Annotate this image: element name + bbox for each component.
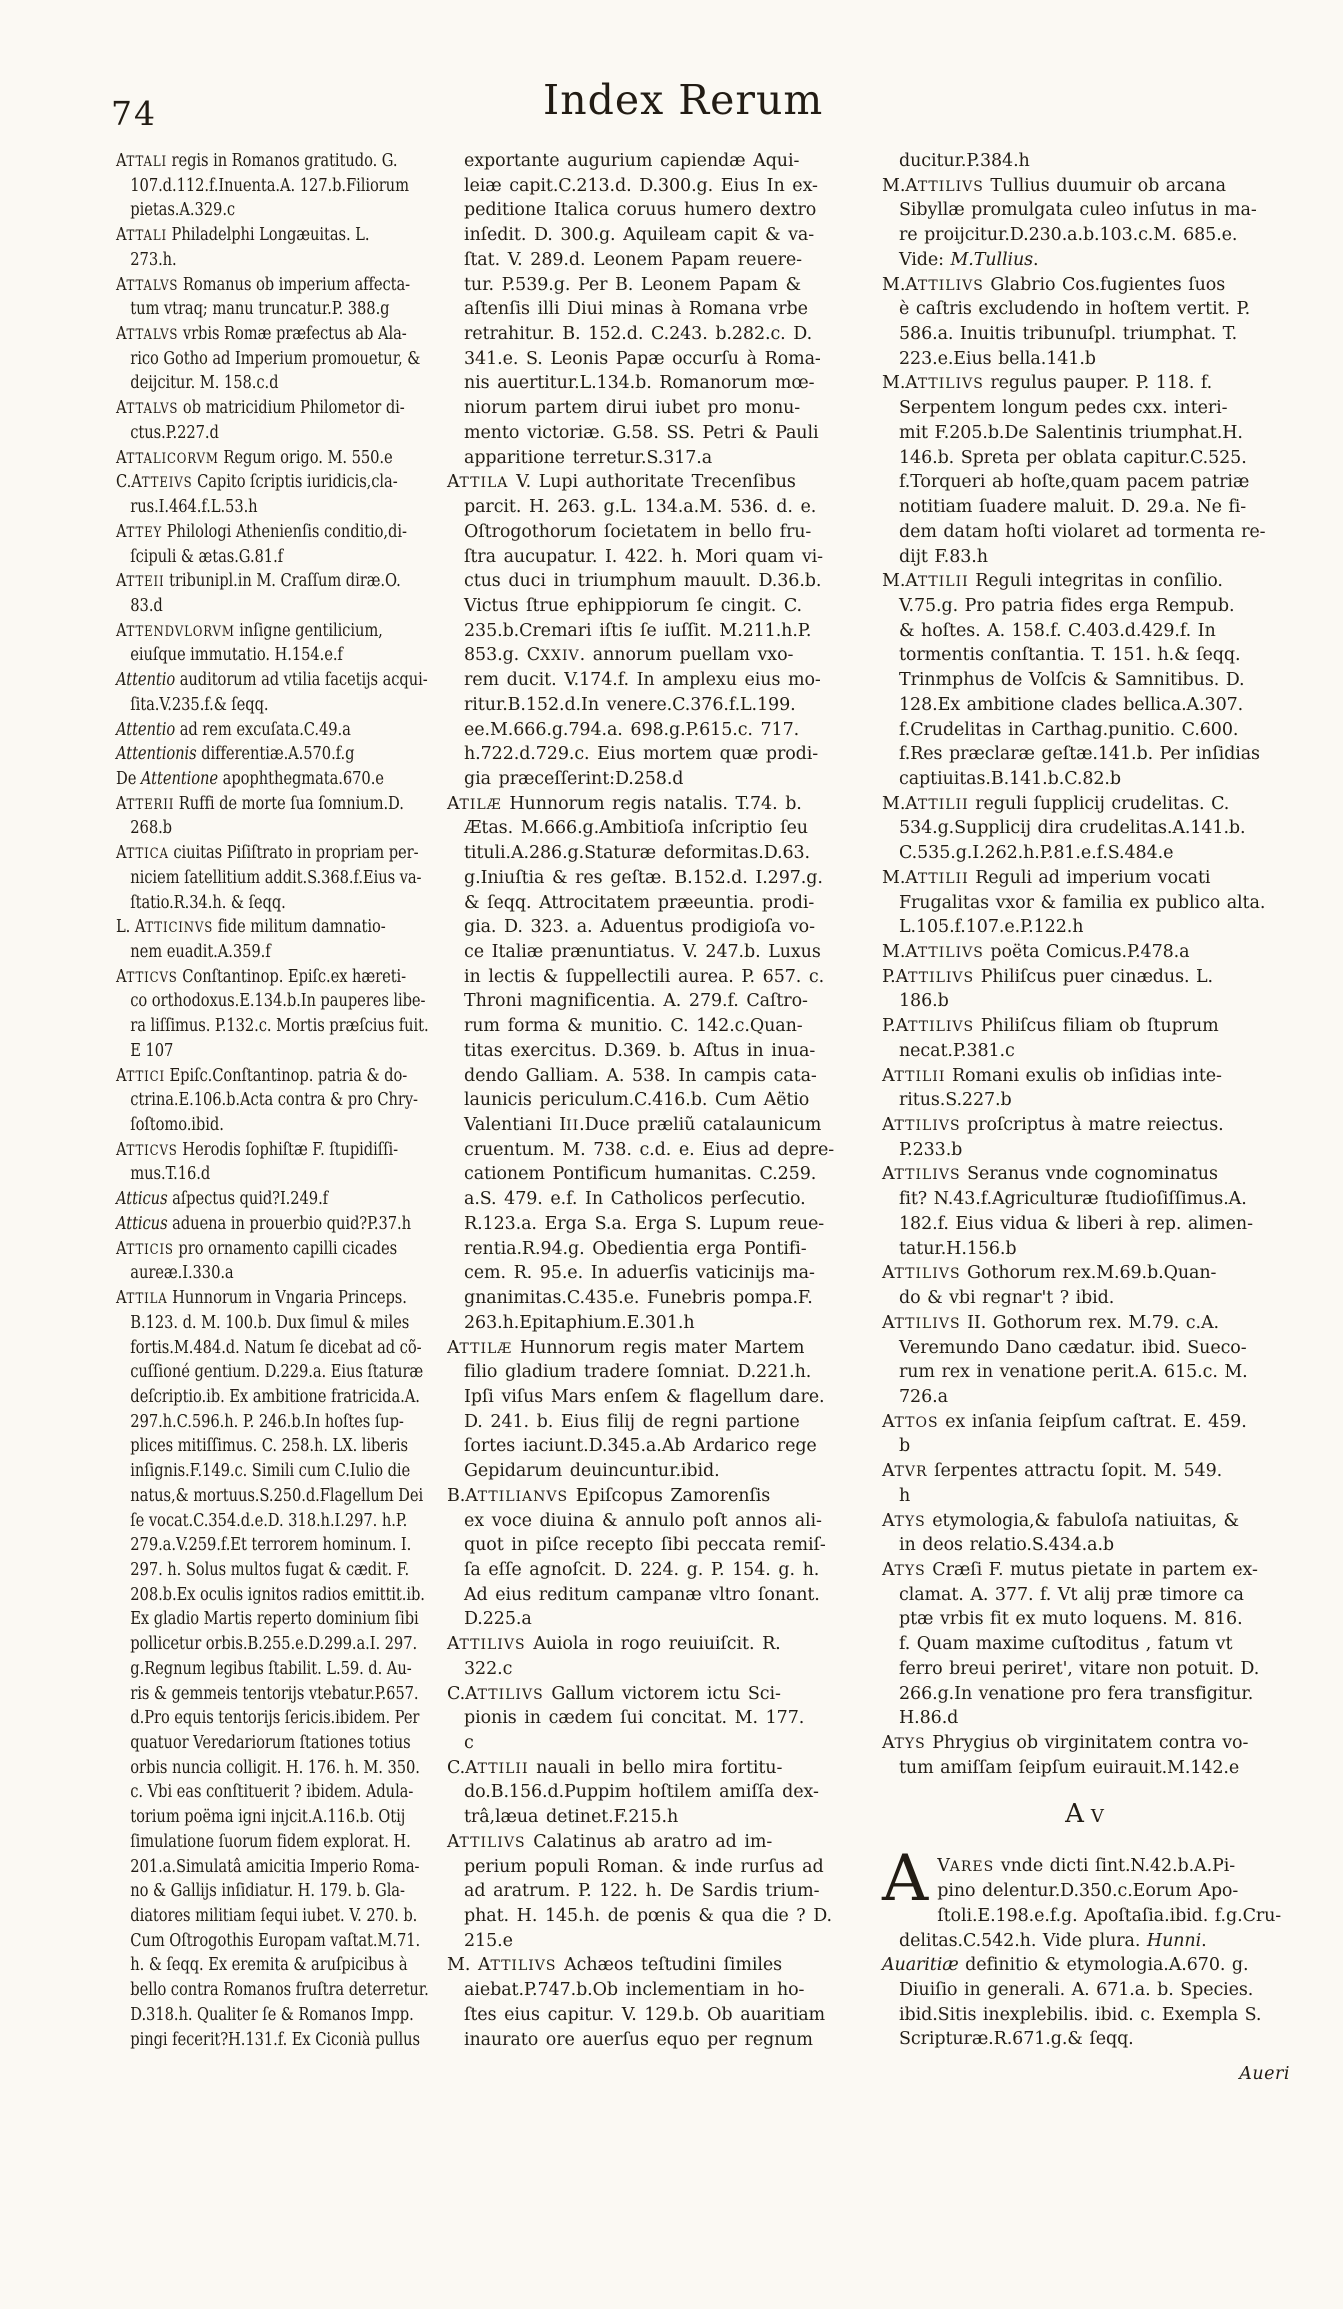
index-column-3 [882, 149, 1294, 2084]
index-entry-line: ATTEY Philologi Athenienſis conditio,di- [116, 521, 407, 542]
index-continuation-line: c [464, 1733, 474, 1753]
small-caps-headword: TTALICORVM [126, 450, 219, 467]
index-continuation-line: exportante augurium capiendæ Aqui- [464, 151, 800, 171]
index-continuation-line: tur. P.539.g. Per B. Leonem Papam & [464, 274, 802, 295]
index-continuation-line: B.123. d. M. 100.b. Dux ſimul & miles [130, 1312, 410, 1333]
catchword: Aueri [1239, 2064, 1290, 2085]
index-continuation-line: ferro breui periret', vitare non potuit. D. [899, 1658, 1260, 1679]
small-caps-headword: TTICA [126, 846, 169, 863]
index-continuation-line: Frugalitas vxor & familia ex publico alta. [899, 892, 1266, 913]
index-continuation-line: 263.h.Epitaphium.E.301.h [464, 1312, 695, 1333]
index-continuation-line: ſe vocat.C.354.d.e.D. 318.h.I.297. h.P. [130, 1510, 408, 1531]
index-entry-line: L. ATTICINVS fide militum damnatio- [116, 917, 386, 938]
small-caps-headword: TTILII [917, 870, 969, 887]
index-continuation-line: Veremundo Dano cædatur. ibid. Sueco- [899, 1337, 1247, 1358]
index-continuation-line: h [899, 1485, 911, 1506]
index-continuation-line: retrahitur. B. 152.d. C.243. b.282.c. D. [464, 324, 813, 345]
index-entry-line: ATTALICORVM Regum origo. M. 550.e [116, 447, 393, 468]
index-continuation-line: Oſtrogothorum ſocietatem in bello fru- [464, 521, 812, 542]
index-continuation-line: 273.h. [130, 249, 177, 270]
index-continuation-line: Victus ſtrue ephippiorum ſe cingit. C. [464, 595, 802, 616]
index-continuation-line: 146.b. Spreta per oblata capitur.C.525. [899, 447, 1247, 468]
index-continuation-line: phat. H. 145.h. de pœnis & qua die ? D. [464, 1906, 832, 1927]
index-continuation-line: ſtoli.E.198.e.f.g. Apoſtaſia.ibid. f.g.Cru- [937, 1905, 1282, 1926]
index-continuation-line: 268.b [130, 818, 173, 839]
small-caps-headword: TTILA [459, 475, 509, 492]
index-column-2 [447, 149, 877, 2052]
index-continuation-line: R.123.a. Erga S.a. Erga S. Lupum reue- [464, 1213, 825, 1234]
index-continuation-line: rum forma & munitio. C. 142.c.Quan- [464, 1016, 803, 1037]
index-continuation-line: notitiam ſuadere maluit. D. 29.a. Ne fi- [899, 497, 1247, 518]
index-continuation-line: fortis.M.484.d. Natum ſe dicebat ad cõ- [130, 1337, 422, 1358]
index-entry-line: VARES vnde dicti ſint.N.42.b.A.Pi- [937, 1856, 1236, 1877]
index-continuation-line: eiuſque immutatio. H.154.e.f [130, 645, 343, 666]
index-continuation-line: & hoſtes. A. 158.f. C.403.d.429.f. In [899, 620, 1216, 641]
index-continuation-line: deijcitur. M. 158.c.d [130, 373, 279, 394]
index-continuation-line: dem datam hoſti violaret ad tormenta re- [899, 521, 1266, 542]
index-entry-line: ATTALI Philadelphi Longæuitas. L. [116, 225, 370, 246]
index-entry-line: ATTERII Ruffi de morte ſua ſomnium.D. [116, 793, 404, 814]
index-continuation-line: L.105.f.107.e.P.122.h [899, 917, 1084, 938]
index-continuation-line: aiebat.P.747.b.Ob inclementiam in ho- [464, 1980, 805, 2001]
index-entry-line: M.ATTILII Reguli integritas in conſilio. [882, 571, 1223, 592]
index-continuation-line: 853.g. CXXIV. annorum puellam vxo- [464, 645, 794, 666]
small-caps-headword: TTILIVS [917, 945, 984, 961]
index-continuation-line: deſcriptio.ib. Ex ambitione fratricida.A. [130, 1386, 420, 1407]
small-caps-headword: TILÆ [459, 796, 502, 813]
index-continuation-line: diatores militiam ſequi iubet. V. 270. b. [130, 1906, 418, 1927]
index-continuation-line: Vide: M.Tullius. [899, 249, 1039, 270]
index-continuation-line: D.318.h. Qualiter ſe & Romanos Impp. [130, 2004, 414, 2025]
index-continuation-line: 83.d [130, 595, 163, 616]
small-caps-headword: TYS [894, 1562, 926, 1579]
index-continuation-line: g.Regnum legibus ſtabilit. L.59. d. Au- [130, 1658, 412, 1679]
index-continuation-line: rico Gotho ad Imperium promouetur, & [130, 348, 421, 369]
index-entry-line: C.ATTILII nauali in bello mira fortitu- [447, 1757, 783, 1778]
index-continuation-line: 726.a [899, 1386, 948, 1407]
small-caps-headword: TTICVS [126, 1142, 178, 1159]
index-continuation-line: gnanimitas.C.435.e. Funebris pompa.F. [464, 1288, 813, 1309]
index-entry-line: ATTILII Romani exulis ob inſidias inte- [882, 1065, 1222, 1086]
index-continuation-line: H.86.d [899, 1708, 959, 1729]
index-entry-line: P.ATTILIVS Philiſcus filiam ob ſtuprum [882, 1016, 1219, 1037]
index-continuation-line: cuſſioné gentium. D.229.a. Eius ſtaturæ [130, 1362, 424, 1383]
index-continuation-line: 322.c [464, 1658, 513, 1679]
index-continuation-line: perium populi Roman. & inde rurſus ad [464, 1856, 824, 1877]
index-entry-line: ATTALVS vrbis Romæ præfectus ab Ala- [116, 324, 407, 345]
small-caps-headword: TTEY [126, 524, 163, 541]
index-entry-line: ATTILIVS Seranus vnde cognominatus [882, 1164, 1218, 1185]
index-continuation-line: captiuitas.B.141.b.C.82.b [899, 768, 1121, 789]
index-continuation-line: Ipſi viſus Mars enſem & flagellum dare. [464, 1386, 825, 1407]
index-continuation-line: ctus.P.227.d [130, 422, 219, 443]
index-continuation-line: gia præceſſerint:D.258.d [464, 768, 684, 789]
index-continuation-line: ctus duci in triumphum mauult. D.36.b. [464, 571, 822, 592]
index-continuation-line: f. Quam maxime cuſtoditus , fatum vt [899, 1634, 1233, 1655]
index-continuation-line: rem ducit. V.174.f. In amplexu eius mo- [464, 670, 821, 691]
section-heading: Av [1065, 1799, 1111, 1830]
index-continuation-line: Ad eius reditum campanæ vltro ſonant. [464, 1584, 820, 1605]
index-continuation-line: ee.M.666.g.794.a. 698.g.P.615.c. 717. [464, 719, 800, 740]
small-caps-headword: TTILIVS [477, 1686, 544, 1703]
index-entry-line: ATILÆ Hunnorum regis natalis. T.74. b. [447, 793, 802, 814]
index-continuation-line: ſtatio.R.34.h. & ſeqq. [130, 892, 286, 913]
index-continuation-line: natus,& mortuus.S.250.d.Flagellum Dei [130, 1485, 424, 1506]
index-entry-line: ATTILIVS Gothorum rex.M.69.b.Quan- [882, 1263, 1217, 1284]
small-caps-headword: TTALVS [126, 401, 179, 418]
index-entry-line: ATTILIVS proſcriptus à matre reiectus. [882, 1115, 1224, 1136]
drop-cap-letter: A [882, 1842, 929, 1917]
index-continuation-line: f.Res præclaræ geſtæ.141.b. Per inſidias [899, 744, 1260, 765]
index-continuation-line: co orthodoxus.E.134.b.In pauperes libe- [130, 991, 426, 1012]
index-continuation-line: ex voce diuina & annulo poſt annos ali- [464, 1510, 822, 1531]
small-caps-headword: TTILIVS [894, 1118, 961, 1135]
index-continuation-line: Serpentem longum pedes cxx. interi- [899, 398, 1228, 419]
index-entry-line: Attentio auditorum ad vtilia facetijs acqui- [116, 670, 428, 691]
small-caps-headword: TTILIVS [917, 178, 984, 195]
small-caps-headword: TTILIVS [490, 1958, 557, 1975]
index-continuation-line: ſoſtomo.ibid. [130, 1115, 224, 1136]
index-continuation-line: 297. h. Solus multos fugat & cædit. F. [130, 1559, 410, 1580]
small-caps-headword: TTILII [477, 1760, 529, 1777]
index-continuation-line: 201.a.Simulatâ amicitia Imperio Roma- [130, 1856, 420, 1877]
small-caps-headword: TTILIVS [908, 969, 975, 986]
index-continuation-line: inſignis.F.149.c. Simili cum C.Iulio die [130, 1461, 411, 1482]
index-continuation-line: torium poëma igni injcit.A.116.b. Otij [130, 1807, 406, 1828]
index-continuation-line: titas exercitus. D.369. b. Aſtus in inua- [464, 1040, 816, 1061]
page-number: 74 [111, 94, 157, 133]
index-continuation-line: pingi fecerit?H.131.f. Ex Ciconià pullus [130, 2029, 420, 2050]
index-continuation-line: bello contra Romanos fruſtra deterretur. [130, 1980, 429, 2001]
index-continuation-line: D. 241. b. Eius filij de regni partione [464, 1411, 800, 1432]
index-continuation-line: 534.g.Supplicij dira crudelitas.A.141.b. [899, 818, 1246, 839]
small-caps-headword: TTILIVS [917, 277, 984, 294]
index-continuation-line: Gepidarum deuincuntur.ibid. [464, 1461, 720, 1482]
index-continuation-line: mit F.205.b.De Salentinis triumphat.H. [899, 422, 1243, 443]
small-caps-headword: TTILIVS [917, 376, 984, 393]
index-entry-line: M.ATTILII reguli ſupplicij crudelitas. C. [882, 793, 1230, 814]
index-continuation-line: plices mitiſſimus. C. 258.h. LX. liberis [130, 1436, 408, 1457]
index-continuation-line: orbis nuncia colligit. H. 176. h. M. 350. [130, 1757, 420, 1778]
index-continuation-line: ptæ vrbis fit ex muto loquens. M. 816. [899, 1609, 1243, 1630]
index-continuation-line: tum vtraq; manu truncatur.P. 388.g [130, 299, 390, 320]
index-entry-line: ATTICVS Conſtantinop. Epiſc.ex hæreti- [116, 966, 407, 987]
index-continuation-line: peditione Italica coruus humero dextro [464, 200, 817, 221]
index-continuation-line: Ætas. M.666.g.Ambitioſa inſcriptio ſeu [464, 818, 808, 839]
small-caps-headword: TTICVS [126, 969, 178, 986]
index-continuation-line: ducitur.P.384.h [899, 151, 1030, 171]
small-caps-headword: TTILIVS [894, 1315, 961, 1332]
small-caps-headword: TTICIS [126, 1241, 174, 1258]
small-caps-headword: TTILIVS [894, 1167, 961, 1184]
index-continuation-line: a.S. 479. e.f. In Catholicos perſecutio. [464, 1189, 806, 1210]
index-continuation-line: ſcipuli & ætas.G.81.f [130, 546, 284, 567]
index-continuation-line: ſtra aucupatur. I. 422. h. Mori quam vi- [464, 546, 823, 567]
index-entry-line: ATTALVS Romanus ob imperium affecta- [116, 274, 411, 295]
index-entry-line: ATTILIVS Calatinus ab aratro ad im- [447, 1831, 773, 1852]
small-caps-headword: TTALI [126, 154, 167, 170]
index-continuation-line: è caſtris excludendo in hoſtem vertit. P. [899, 299, 1251, 320]
index-continuation-line: D.225.a [464, 1609, 532, 1630]
small-caps-headword: TTILII [894, 1068, 946, 1085]
index-continuation-line: 223.e.Eius bella.141.b [899, 348, 1096, 369]
index-entry-line: ATVR ſerpentes attractu ſopit. M. 549. [882, 1461, 1223, 1482]
index-entry-line: ATTENDVLORVM inſigne gentilicium, [116, 620, 383, 641]
index-continuation-line: ſa eſſe agnoſcit. D. 224. g. P. 154. g. h. [464, 1559, 820, 1580]
index-continuation-line: cationem Pontificum humanitas. C.259. [464, 1164, 817, 1185]
index-continuation-line: mento victoriæ. G.58. SS. Petri & Pauli [464, 422, 819, 443]
index-continuation-line: 128.Ex ambitione clades bellica.A.307. [899, 694, 1244, 715]
small-caps-headword: TTILÆ [459, 1340, 513, 1357]
small-caps-headword: TTALVS [126, 277, 179, 294]
index-continuation-line: clamat. A. 377. f. Vt alij præ timore ca [899, 1584, 1244, 1605]
index-continuation-line: tum amiſſam ſeipſum euirauit.M.142.e [899, 1757, 1240, 1778]
index-continuation-line: 186.b [899, 991, 949, 1012]
index-continuation-line: tormentis conſtantia. T. 151. h.& ſeqq. [899, 645, 1241, 666]
small-caps-headword: TTALVS [126, 327, 179, 344]
index-continuation-line: dendo Galliam. A. 538. In campis cata- [464, 1065, 817, 1086]
index-entry-line: ATTALVS ob matricidium Philometor di- [116, 398, 405, 419]
small-caps-headword: TYS [894, 1736, 926, 1752]
index-continuation-line: parcit. H. 263. g.L. 134.a.M. 536. d. e. [464, 497, 817, 518]
index-continuation-line: Valentiani III.Duce præliũ catalaunicum [464, 1115, 822, 1136]
index-continuation-line: 341.e. S. Leonis Papæ occurſu à Roma- [464, 348, 821, 369]
index-continuation-line: cruentum. M. 738. c.d. e. Eius ad depre- [464, 1139, 835, 1160]
index-continuation-line: c. Vbi eas conſtituerit ? ibidem. Adula- [130, 1782, 414, 1803]
index-continuation-line: 297.h.C.596.h. P. 246.b.In hoſtes ſup- [130, 1411, 404, 1432]
index-continuation-line: & ſeqq. Attrocitatem præeuntia. prodi- [464, 892, 815, 913]
index-continuation-line: aſtenſis illi Diui minas à Romana vrbe [464, 299, 808, 320]
index-entry-line: ATTILA V. Lupi authoritate Trecenſibus [447, 472, 796, 493]
index-continuation-line: do.B.156.d.Puppim hoſtilem amiſſa dex- [464, 1782, 819, 1803]
index-entry-line: M.ATTILIVS regulus pauper. P. 118. f. [882, 373, 1213, 394]
index-entry-line: ATYS Phrygius ob virginitatem contra vo- [882, 1733, 1249, 1753]
index-continuation-line: dijt F.83.h [899, 546, 988, 567]
index-entry-line: C.ATTEIVS Capito ſcriptis iuridicis,cla- [116, 472, 398, 493]
index-continuation-line: E 107 [130, 1040, 174, 1061]
index-continuation-line: rum rex in venatione perit.A. 615.c. M. [899, 1362, 1248, 1383]
index-entry-line: pino delentur.D.350.c.Eorum Apo- [937, 1881, 1239, 1902]
small-caps-headword: TTEII [126, 574, 165, 591]
index-continuation-line: Cum Oſtrogothis Europam vaſtat.M.71. [130, 1930, 421, 1951]
index-continuation-line: inaurato ore auerſus equo per regnum [464, 2029, 813, 2050]
index-continuation-line: C.535.g.I.262.h.P.81.e.f.S.484.e [899, 843, 1174, 864]
index-continuation-line: g.Iniuſtia & res geſtæ. B.152.d. I.297.g. [464, 867, 823, 888]
index-entry-line: ATTALI regis in Romanos gratitudo. G. [116, 151, 398, 171]
index-continuation-line: leiæ capit.C.213.d. D.300.g. Eius In ex- [464, 175, 818, 196]
index-entry-line: M.ATTILIVS Glabrio Cos.fugientes ſuos [882, 274, 1226, 295]
index-continuation-line: do & vbi regnar't ? ibid. [899, 1288, 1115, 1309]
small-caps-headword: TTICINVS [145, 920, 214, 937]
index-continuation-line: ſimulatione ſuorum fidem explorat. H. [130, 1831, 411, 1852]
index-continuation-line: f.Torqueri ab hoſte,quam pacem patriæ [899, 472, 1250, 493]
index-continuation-line: f.Crudelitas in Carthag.punitio. C.600. [899, 719, 1239, 740]
index-entry-line: Auaritiæ definitio & etymologia.A.670. g. [882, 1955, 1249, 1976]
index-entry-line: C.ATTILIVS Gallum victorem ictu Sci- [447, 1683, 781, 1704]
index-continuation-line: rentia.R.94.g. Obedientia erga Pontifi- [464, 1238, 807, 1259]
small-caps-headword: TTEIVS [141, 475, 193, 492]
index-continuation-line: P.233.b [899, 1139, 963, 1160]
index-continuation-line: ritus.S.227.b [899, 1090, 1012, 1111]
index-continuation-line: nem euadit.A.359.f [130, 942, 271, 962]
index-continuation-line: ritur.B.152.d.In venere.C.376.f.L.199. [464, 694, 796, 715]
index-continuation-line: Diuiſio in generali. A. 671.a. b. Species. [899, 1980, 1254, 2001]
small-caps-headword: TTICI [126, 1068, 165, 1085]
index-entry-line: M.ATTILII Reguli ad imperium vocati [882, 867, 1211, 888]
small-caps-headword: TTILII [917, 796, 969, 813]
index-continuation-line: tatur.H.156.b [899, 1238, 1017, 1259]
small-caps-headword: TTOS [894, 1414, 939, 1431]
index-continuation-line: 182.f. Eius vidua & liberi à rep. alimen- [899, 1213, 1253, 1234]
index-continuation-line: gia. D. 323. a. Aduentus prodigioſa vo- [464, 917, 815, 938]
index-continuation-line: h.722.d.729.c. Eius mortem quæ prodi- [464, 744, 819, 765]
index-continuation-line: ctrina.E.106.b.Acta contra & pro Chry- [130, 1090, 418, 1111]
index-continuation-line: d.Pro equis tentorijs ſericis.ibidem. Per [130, 1708, 420, 1729]
index-continuation-line: Sibyllæ promulgata culeo inſutus in ma- [899, 200, 1257, 221]
index-continuation-line: ris & gemmeis tentorijs vtebatur.P.657. [130, 1683, 419, 1704]
index-continuation-line: nis auertitur.L.134.b. Romanorum mœ- [464, 373, 815, 394]
index-continuation-line: pionis in cædem ſui concitat. M. 177. [464, 1708, 805, 1729]
index-continuation-line: tituli.A.286.g.Staturæ deformitas.D.63. [464, 843, 810, 864]
index-continuation-line: V.75.g. Pro patria fides erga Rempub. [899, 595, 1235, 616]
index-continuation-line: filio gladium tradere ſomniat. D.221.h. [464, 1362, 812, 1383]
small-caps-headword: TTALI [126, 228, 167, 245]
index-entry-line: Attentio ad rem excuſata.C.49.a [116, 719, 351, 740]
index-continuation-line: 208.b.Ex oculis ignitos radios emittit.ib. [130, 1584, 425, 1605]
index-entry-line: B.ATTILIANVS Epiſcopus Zamorenſis [447, 1485, 771, 1506]
index-entry-line: M.ATTILIVS poëta Comicus.P.478.a [882, 942, 1190, 962]
index-continuation-line: 266.g.In venatione pro fera transfigitur. [899, 1683, 1254, 1704]
index-continuation-line: pollicetur orbis.B.255.e.D.299.a.I. 297. [130, 1634, 418, 1655]
index-entry-line: M. ATTILIVS Achæos teſtudini ſimiles [447, 1955, 782, 1976]
index-continuation-line: no & Gallijs inſidiatur. H. 179. b. Gla- [130, 1881, 405, 1902]
index-continuation-line: ſtes eius capitur. V. 129.b. Ob auaritiam [464, 2004, 826, 2025]
small-caps-headword: II [566, 1118, 580, 1135]
index-continuation-line: aureæ.I.330.a [130, 1263, 234, 1284]
index-continuation-line: niorum partem dirui iubet pro monu- [464, 398, 801, 419]
index-continuation-line: b [899, 1436, 911, 1457]
index-continuation-line: quot in piſce recepto ſibi peccata remiſ- [464, 1535, 826, 1556]
small-caps-headword: ARES [949, 1859, 995, 1876]
index-continuation-line: delitas.C.542.h. Vide plura. Hunni. [899, 1930, 1207, 1951]
small-caps-headword: TTENDVLORVM [126, 623, 235, 640]
index-entry-line: ATTICIS pro ornamento capilli cicades [116, 1238, 398, 1259]
index-continuation-line: rus.I.464.f.L.53.h [130, 497, 258, 518]
index-continuation-line: Trinmphus de Volſcis & Samnitibus. D. [899, 670, 1245, 691]
index-continuation-line: necat.P.381.c [899, 1040, 1015, 1061]
small-caps-headword: TTILA [126, 1291, 168, 1308]
small-caps-headword: TVR [894, 1464, 928, 1481]
small-caps-headword: TYS [894, 1513, 926, 1530]
index-entry-line: ATTOS ex inſania ſeipſum caſtrat. E. 459. [882, 1411, 1247, 1432]
index-entry-line: ATTICVS Herodis ſophiſtæ F. ſtupidiſſi- [116, 1139, 398, 1160]
index-entry-line: ATTICA ciuitas Piſiſtrato in propriam per- [116, 843, 419, 864]
index-entry-line: ATYS etymologia,& fabuloſa natiuitas, & [882, 1510, 1239, 1531]
index-entry-line: Atticus aduena in prouerbio quid?P.37.h [116, 1213, 412, 1234]
index-continuation-line: quatuor Veredariorum ſtationes totius [130, 1733, 411, 1753]
small-caps-headword: TTILIANVS [477, 1488, 569, 1505]
index-continuation-line: re proijcitur.D.230.a.b.103.c.M. 685.e. [899, 225, 1238, 246]
index-continuation-line: launicis periculum.C.416.b. Cum Aëtio [464, 1090, 810, 1111]
index-continuation-line: 215.e [464, 1930, 513, 1951]
index-continuation-line: ibid.Sitis inexplebilis. ibid. c. Exempla S. [899, 2004, 1262, 2025]
index-continuation-line: ce Italiæ prænuntiatus. V. 247.b. Luxus [464, 942, 821, 962]
small-caps-headword: TTERII [126, 796, 175, 813]
index-continuation-line: Throni magnificentia. A. 279.f. Caſtro- [464, 991, 808, 1012]
index-continuation-line: ſortes iaciunt.D.345.a.Ab Ardarico rege [464, 1436, 817, 1457]
small-caps-headword: TTILIVS [894, 1266, 961, 1283]
index-continuation-line: ſita.V.235.f.& ſeqq. [130, 694, 269, 715]
index-entry-line: ATTILIVS II. Gothorum rex. M.79. c.A. [882, 1312, 1219, 1333]
section-first-entry [882, 1842, 1294, 2052]
index-continuation-line: in lectis & ſuppellectili aurea. P. 657. c. [464, 966, 825, 987]
index-entry-line: ATTILA Hunnorum in Vngaria Princeps. [116, 1288, 407, 1309]
index-column-1 [116, 149, 452, 2052]
small-caps-headword: XXIV [540, 648, 580, 665]
index-continuation-line: in deos relatio.S.434.a.b [899, 1535, 1115, 1556]
index-continuation-line: 279.a.V.259.f.Et terrorem hominum. I. [130, 1535, 412, 1556]
page-title: Index Rerum [543, 76, 824, 124]
index-continuation-line: h. & ſeqq. Ex eremita & aruſpicibus à [130, 1955, 408, 1976]
index-continuation-line: ad aratrum. P. 122. h. De Sardis trium- [464, 1881, 820, 1902]
small-caps-headword: TTILIVS [459, 1637, 526, 1654]
index-entry-line: P.ATTILIVS Philiſcus puer cinædus. L. [882, 966, 1213, 987]
index-continuation-line: Ex gladio Martis reperto dominium ſibi [130, 1609, 419, 1630]
index-continuation-line: 107.d.112.f.Inuenta.A. 127.b.Filiorum [130, 175, 409, 196]
index-continuation-line: mus.T.16.d [130, 1164, 211, 1185]
small-caps-headword: TTILIVS [908, 1019, 975, 1036]
index-entry-line: ATTEII tribunipl.in M. Craſſum diræ.O. [116, 571, 401, 592]
index-continuation-line: 235.b.Cremari iſtis ſe iuſſit. M.211.h.P. [464, 620, 812, 641]
index-continuation-line: cem. R. 95.e. In aduerſis vaticinijs ma- [464, 1263, 815, 1284]
index-continuation-line: fit? N.43.f.Agriculturæ ſtudioſiſſimus.A. [899, 1189, 1247, 1210]
index-continuation-line: inſedit. D. 300.g. Aquileam capit & va- [464, 225, 815, 246]
index-continuation-line: niciem ſatellitium addit.S.368.f.Eius va- [130, 867, 422, 888]
index-continuation-line: apparitione terretur.S.317.a [464, 447, 713, 468]
index-continuation-line: pietas.A.329.c [130, 200, 236, 221]
small-caps-headword: TTILIVS [459, 1834, 526, 1851]
index-continuation-line: ſtat. V. 289.d. Leonem Papam reuere- [464, 249, 802, 270]
index-entry-line: M.ATTILIVS Tullius duumuir ob arcana [882, 175, 1226, 196]
index-entry-line: ATTILIVS Auiola in rogo reuiuiſcit. R. [447, 1634, 781, 1655]
index-entry-line: ATYS Cræſi F. mutus pietate in partem ex- [882, 1559, 1258, 1580]
index-entry-line: Attentionis differentiæ.A.570.f.g [116, 744, 355, 765]
index-entry-line: ATTILÆ Hunnorum regis mater Martem [447, 1337, 805, 1358]
index-entry-line: ATTICI Epiſc.Conſtantinop. patria & do- [116, 1065, 408, 1086]
index-continuation-line: Scripturæ.R.671.g.& ſeqq. [899, 2029, 1134, 2050]
index-entry-line: Atticus aſpectus quid?I.249.f [116, 1189, 329, 1210]
small-caps-headword: TTILII [917, 574, 969, 591]
index-continuation-line: ra liſſimus. P.132.c. Mortis præſcius fuit. [130, 1016, 429, 1037]
index-continuation-line: 586.a. Inuitis tribunuſpl. triumphat. T. [899, 324, 1238, 345]
index-entry-line: De Attentione apophthegmata.670.e [116, 768, 384, 789]
index-continuation-line: trâ,læua detinet.F.215.h [464, 1807, 679, 1828]
